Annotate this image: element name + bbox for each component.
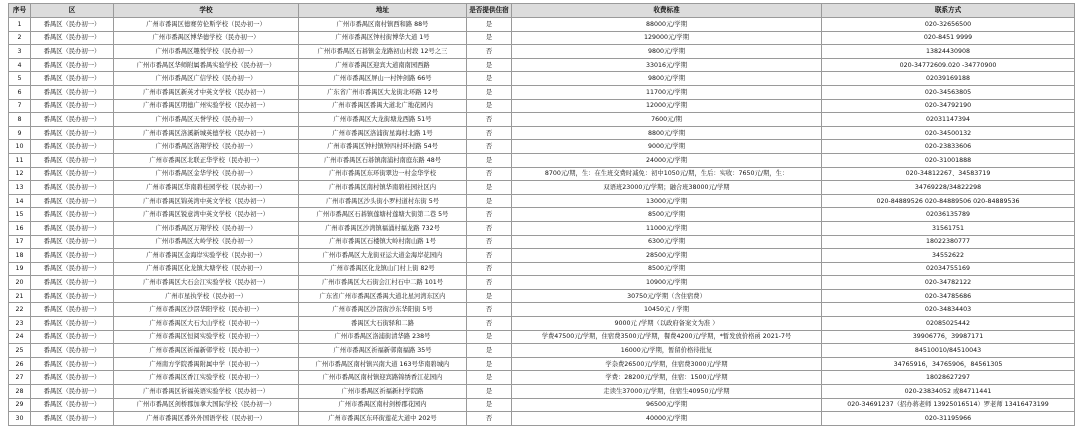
header-contact: 联系方式 — [822, 4, 1075, 18]
cell-fee: 40000元/学期 — [512, 412, 822, 426]
cell-school: 广州市番禺区大岭学校（民办初一） — [114, 235, 299, 249]
cell-school: 广州市番禺区明德广州实验学校（民办初一） — [114, 99, 299, 113]
table-row — [9, 330, 1075, 344]
cell-district: 番禺区（民办初一） — [31, 344, 114, 358]
cell-district: 番禺区（民办初一） — [31, 235, 114, 249]
cell-index: 11 — [9, 153, 31, 167]
table-row — [9, 126, 1075, 140]
cell-district: 番禺区（民办初一） — [31, 99, 114, 113]
cell-address: 广州市番禺区迎宾大道南南园西路 — [299, 58, 467, 72]
cell-contact: 020-34782122 — [822, 276, 1075, 290]
cell-address: 广州市番禺区钟村街博华大道 1号 — [299, 31, 467, 45]
cell-contact: 13824430908 — [822, 45, 1075, 59]
cell-school: 广州市番禺区广信学校（民办初一） — [114, 72, 299, 86]
cell-school: 广州市番禺区洛溪新城英德学校（民办初一） — [114, 126, 299, 140]
cell-contact: 02031147394 — [822, 113, 1075, 127]
cell-school: 广州市番禺区万翔学校（民办初一） — [114, 221, 299, 235]
table-row — [9, 99, 1075, 113]
cell-school: 广州市番禺区恒阅实验学校（民办初一） — [114, 330, 299, 344]
cell-district: 番禺区（民办初一） — [31, 72, 114, 86]
cell-boarding: 否 — [467, 113, 512, 127]
cell-contact: 02085025442 — [822, 317, 1075, 331]
cell-school: 广州市番禺区趣悦学校（民办初一） — [114, 45, 299, 59]
cell-boarding: 是 — [467, 72, 512, 86]
table-row — [9, 235, 1075, 249]
cell-boarding: 是 — [467, 330, 512, 344]
cell-district: 番禺区（民办初一） — [31, 181, 114, 195]
cell-boarding: 否 — [467, 412, 512, 426]
cell-index: 14 — [9, 194, 31, 208]
cell-index: 30 — [9, 412, 31, 426]
table-row — [9, 317, 1075, 331]
cell-fee: 10900元/学期 — [512, 276, 822, 290]
cell-index: 17 — [9, 235, 31, 249]
header-address: 地址 — [299, 4, 467, 18]
cell-fee: 11000元/学期 — [512, 221, 822, 235]
cell-contact: 34552622 — [822, 249, 1075, 263]
cell-school: 广州市番禺区金海岸实验学校（民办初一） — [114, 249, 299, 263]
cell-boarding: 否 — [467, 221, 512, 235]
cell-index: 6 — [9, 85, 31, 99]
cell-school: 广州市番禺区祈福新邨学校（民办初一） — [114, 344, 299, 358]
cell-district: 番禺区（民办初一） — [31, 194, 114, 208]
cell-index: 26 — [9, 357, 31, 371]
cell-district: 番禺区（民办初一） — [31, 126, 114, 140]
table-row — [9, 412, 1075, 426]
table-row — [9, 385, 1075, 399]
header-fee: 收费标准 — [512, 4, 822, 18]
cell-boarding: 否 — [467, 45, 512, 59]
cell-fee: 129000元/学期 — [512, 31, 822, 45]
cell-address: 广州市番禺区南村剑桥郡花园内 — [299, 398, 467, 412]
cell-contact: 34765916，34765906，84561305 — [822, 357, 1075, 371]
cell-school: 广州市番禺区新英才中英文学校（民办初一） — [114, 85, 299, 99]
cell-fee: 33016元/学期 — [512, 58, 822, 72]
cell-index: 8 — [9, 113, 31, 127]
cell-school: 广州市番禺区祈福英语实验学校（民办初一） — [114, 385, 299, 399]
cell-address: 广东省广州市番禺区大龙街北环路 12号 — [299, 85, 467, 99]
cell-district: 番禺区（民办初一） — [31, 385, 114, 399]
cell-boarding: 否 — [467, 303, 512, 317]
cell-address: 广州市番禺区大石街会江村石中二路 101号 — [299, 276, 467, 290]
cell-boarding: 是 — [467, 31, 512, 45]
cell-index: 2 — [9, 31, 31, 45]
cell-address: 广州市番禺区石碁镇南浦村南庭东路 48号 — [299, 153, 467, 167]
cell-fee: 走读生37000元/学期，住宿生40950元/学期 — [512, 385, 822, 399]
cell-school: 广州市番禺区香江实验学校（民办初一） — [114, 371, 299, 385]
cell-school: 广州市番禺区北联正华学校（民办初一） — [114, 153, 299, 167]
cell-boarding: 是 — [467, 289, 512, 303]
cell-contact: 020-34563805 — [822, 85, 1075, 99]
cell-contact: 020-34834403 — [822, 303, 1075, 317]
cell-index: 10 — [9, 140, 31, 154]
table-row — [9, 303, 1075, 317]
cell-district: 番禺区（民办初一） — [31, 276, 114, 290]
cell-address: 广州市番禺区沙头街小罗村道村东街 5号 — [299, 194, 467, 208]
cell-address: 广州市番禺区番禺大道北广地花园内 — [299, 99, 467, 113]
cell-address: 广州市番禺区石碁镇金龙路初山村段 12号之三 — [299, 45, 467, 59]
cell-boarding: 否 — [467, 167, 512, 181]
table-row — [9, 31, 1075, 45]
table-row — [9, 85, 1075, 99]
cell-address: 广州市番禺区大龙街塘龙西路 51号 — [299, 113, 467, 127]
cell-index: 15 — [9, 208, 31, 222]
cell-district: 番禺区（民办初一） — [31, 249, 114, 263]
cell-school: 广州南方学院番禺附属中学（民办初一） — [114, 357, 299, 371]
cell-school: 广州市番禺区华南碧桂园学校（民办初一） — [114, 181, 299, 195]
cell-fee: 88000元/学期 — [512, 18, 822, 32]
cell-index: 28 — [9, 385, 31, 399]
table-row — [9, 140, 1075, 154]
cell-fee: 8800元/学期 — [512, 126, 822, 140]
header-row — [9, 4, 1075, 18]
cell-school: 广州市番禺区大石会江实验学校（民办初一） — [114, 276, 299, 290]
cell-boarding: 是 — [467, 85, 512, 99]
cell-district: 番禺区（民办初一） — [31, 208, 114, 222]
cell-district: 番禺区（民办初一） — [31, 398, 114, 412]
cell-fee: 6300元/学期 — [512, 235, 822, 249]
table-row — [9, 398, 1075, 412]
cell-district: 番禺区（民办初一） — [31, 45, 114, 59]
cell-address: 广州市番禺区石碁镇莲塘村莲塘大街第二巷 5号 — [299, 208, 467, 222]
table-body — [9, 18, 1075, 426]
cell-address: 广州市番禺区钟村镇钟四村环村路 54号 — [299, 140, 467, 154]
cell-contact: 02039169188 — [822, 72, 1075, 86]
cell-address: 广州市番禺区化龙镇山门村上街 82号 — [299, 262, 467, 276]
cell-address: 广州市番禺区东环街翠边一村金华学校 — [299, 167, 467, 181]
cell-boarding: 否 — [467, 126, 512, 140]
cell-fee: 30750元/学期（含住宿费） — [512, 289, 822, 303]
cell-district: 番禺区（民办初一） — [31, 31, 114, 45]
cell-index: 19 — [9, 262, 31, 276]
cell-boarding: 否 — [467, 262, 512, 276]
table-row — [9, 45, 1075, 59]
cell-address: 广州市番禺区石楼镇大岭村南山路 1号 — [299, 235, 467, 249]
cell-district: 番禺区（民办初一） — [31, 221, 114, 235]
cell-contact: 020-34691237（招办蒋老师 13925016514）罗老师 13416473199 — [822, 398, 1075, 412]
cell-boarding: 是 — [467, 344, 512, 358]
cell-address: 广州市番禺区沙湾镇福涌村福龙路 732号 — [299, 221, 467, 235]
table-row — [9, 181, 1075, 195]
cell-school: 广州市番禺区大石大山学校（民办初一） — [114, 317, 299, 331]
cell-school: 广州市番禺区博华德学校（民办初一） — [114, 31, 299, 45]
table-row — [9, 113, 1075, 127]
table-row — [9, 344, 1075, 358]
cell-school: 广州市番禺区锦英湾中英文学校（民办初一） — [114, 194, 299, 208]
cell-school: 广州市番禺区洛翔学校（民办初一） — [114, 140, 299, 154]
cell-boarding: 是 — [467, 99, 512, 113]
table-row — [9, 153, 1075, 167]
cell-address: 广州市番禺区祈福新邨南福路 35号 — [299, 344, 467, 358]
table-row — [9, 58, 1075, 72]
cell-district: 番禺区（民办初一） — [31, 371, 114, 385]
cell-district: 番禺区（民办初一） — [31, 412, 114, 426]
cell-school: 广州市番禺区德赛劳伦斯学校（民办初一） — [114, 18, 299, 32]
cell-contact: 020-84889526 020-84889506 020-84889536 — [822, 194, 1075, 208]
cell-index: 1 — [9, 18, 31, 32]
cell-index: 29 — [9, 398, 31, 412]
cell-address: 广州市番禺区大龙街亚运大道金海岸花园内 — [299, 249, 467, 263]
header-index: 序号 — [9, 4, 31, 18]
cell-index: 13 — [9, 181, 31, 195]
cell-contact: 34769228/34822298 — [822, 181, 1075, 195]
cell-contact: 020-31001888 — [822, 153, 1075, 167]
cell-district: 番禺区（民办初一） — [31, 153, 114, 167]
table-row — [9, 289, 1075, 303]
cell-contact: 39906776，39987171 — [822, 330, 1075, 344]
cell-boarding: 否 — [467, 208, 512, 222]
cell-fee: 8500元/学期 — [512, 208, 822, 222]
table-row — [9, 249, 1075, 263]
cell-index: 21 — [9, 289, 31, 303]
cell-boarding: 是 — [467, 194, 512, 208]
cell-contact: 020-34772609.020 -34770900 — [822, 58, 1075, 72]
table-row — [9, 357, 1075, 371]
cell-boarding: 是 — [467, 398, 512, 412]
cell-school: 广州市番禺区天誉学校（民办初一） — [114, 113, 299, 127]
cell-boarding: 是 — [467, 385, 512, 399]
cell-address: 广州市番禺区祈福新村学院路 — [299, 385, 467, 399]
cell-address: 广州市番禺区洛浦街清华路 238号 — [299, 330, 467, 344]
cell-school: 广州市番禺区沙滘华阳学校（民办初一） — [114, 303, 299, 317]
cell-boarding: 是 — [467, 357, 512, 371]
cell-index: 3 — [9, 45, 31, 59]
cell-contact: 020-31195966 — [822, 412, 1075, 426]
cell-contact: 02034755169 — [822, 262, 1075, 276]
cell-fee: 8500元/学期 — [512, 262, 822, 276]
table-row — [9, 194, 1075, 208]
cell-index: 22 — [9, 303, 31, 317]
cell-fee: 8700元/期，生：在生班交费时减免：初中1050元/期，生后：实收：7650元/期，生： — [512, 167, 822, 181]
cell-index: 27 — [9, 371, 31, 385]
cell-index: 5 — [9, 72, 31, 86]
table-row — [9, 208, 1075, 222]
cell-school: 广州市番禺区化龙镇大塘学校（民办初一） — [114, 262, 299, 276]
cell-index: 24 — [9, 330, 31, 344]
cell-fee: 16000元/学期，暂留价格待批复 — [512, 344, 822, 358]
cell-boarding: 否 — [467, 140, 512, 154]
cell-boarding: 是 — [467, 153, 512, 167]
table-row — [9, 262, 1075, 276]
table-row — [9, 72, 1075, 86]
cell-district: 番禺区（民办初一） — [31, 113, 114, 127]
cell-address: 广州市番禺区洛浦街星海村北路 1号 — [299, 126, 467, 140]
cell-district: 番禺区（民办初一） — [31, 262, 114, 276]
table-row — [9, 221, 1075, 235]
cell-fee: 7600元/期 — [512, 113, 822, 127]
cell-district: 番禺区（民办初一） — [31, 303, 114, 317]
cell-contact: 020-23834052 或84711441 — [822, 385, 1075, 399]
cell-district: 番禺区（民办初一） — [31, 317, 114, 331]
cell-boarding: 否 — [467, 276, 512, 290]
table-row — [9, 18, 1075, 32]
cell-contact: 18028627297 — [822, 371, 1075, 385]
cell-boarding: 是 — [467, 58, 512, 72]
cell-boarding: 是 — [467, 181, 512, 195]
cell-district: 番禺区（民办初一） — [31, 289, 114, 303]
cell-district: 番禺区（民办初一） — [31, 18, 114, 32]
cell-contact: 02036135789 — [822, 208, 1075, 222]
cell-fee: 9000元 /学期（以政府备案文为准 ） — [512, 317, 822, 331]
cell-district: 番禺区（民办初一） — [31, 140, 114, 154]
cell-school: 广州市番禺区锐意湾中英文学校（民办初一） — [114, 208, 299, 222]
cell-school: 广州市番禺区华师附属番禺实验学校（民办初一） — [114, 58, 299, 72]
cell-fee: 96500元/学期 — [512, 398, 822, 412]
cell-school: 广州市番禺区金华学校（民办初一） — [114, 167, 299, 181]
cell-fee: 24000元/学期 — [512, 153, 822, 167]
cell-address: 广州市番禺区屏山一村钟剑路 66号 — [299, 72, 467, 86]
cell-contact: 020-23833606 — [822, 140, 1075, 154]
cell-fee: 学费：28200元/学期，住宿：1500元/学期 — [512, 371, 822, 385]
cell-boarding: 否 — [467, 235, 512, 249]
cell-contact: 020-34785686 — [822, 289, 1075, 303]
cell-address: 广州市番禺区沙滘街沙东华阳街 5号 — [299, 303, 467, 317]
cell-district: 番禺区（民办初一） — [31, 357, 114, 371]
cell-address: 广东省广州市番禺区番禺大道北星河湾东区内 — [299, 289, 467, 303]
cell-boarding: 是 — [467, 18, 512, 32]
cell-index: 23 — [9, 317, 31, 331]
table-row — [9, 276, 1075, 290]
header-district: 区 — [31, 4, 114, 18]
cell-school: 广州市番禺区剑桥郡加拿大国际学校（民办初一） — [114, 398, 299, 412]
cell-fee: 9000元/学期 — [512, 140, 822, 154]
table-row — [9, 167, 1075, 181]
cell-district: 番禺区（民办初一） — [31, 167, 114, 181]
cell-boarding: 是 — [467, 371, 512, 385]
cell-index: 12 — [9, 167, 31, 181]
cell-contact: 84510010/84510043 — [822, 344, 1075, 358]
cell-district: 番禺区（民办初一） — [31, 330, 114, 344]
cell-school: 广州市星执学校（民办初一） — [114, 289, 299, 303]
header-boarding: 是否提供住宿 — [467, 4, 512, 18]
cell-index: 9 — [9, 126, 31, 140]
cell-fee: 双语班23000元/学期；融合班38000元/学期 — [512, 181, 822, 195]
cell-index: 16 — [9, 221, 31, 235]
cell-address: 广州市番禺区南村镇西和路 88号 — [299, 18, 467, 32]
cell-district: 番禺区（民办初一） — [31, 85, 114, 99]
cell-index: 20 — [9, 276, 31, 290]
cell-fee: 学杂费26500元/学期，住宿费3000元/学期 — [512, 357, 822, 371]
cell-contact: 18022380777 — [822, 235, 1075, 249]
cell-contact: 31561751 — [822, 221, 1075, 235]
cell-fee: 11700元/学期 — [512, 85, 822, 99]
cell-fee: 10450元 / 学期 — [512, 303, 822, 317]
cell-index: 18 — [9, 249, 31, 263]
cell-contact: 020-32656500 — [822, 18, 1075, 32]
cell-index: 25 — [9, 344, 31, 358]
table-row — [9, 371, 1075, 385]
cell-contact: 020-34812267、34583719 — [822, 167, 1075, 181]
cell-fee: 9800元/学期 — [512, 45, 822, 59]
cell-school: 广州市番禺区番外外国语学校（民办初一） — [114, 412, 299, 426]
cell-boarding: 否 — [467, 317, 512, 331]
cell-address: 番禺区大石街驿和二路 — [299, 317, 467, 331]
cell-index: 4 — [9, 58, 31, 72]
cell-address: 广州市番禺区南村镇迎宾路锦绣香江花园内 — [299, 371, 467, 385]
cell-contact: 020-34792190 — [822, 99, 1075, 113]
cell-fee: 28500元/学期 — [512, 249, 822, 263]
cell-contact: 020-34500132 — [822, 126, 1075, 140]
cell-address: 广州市番禺区东环街莲花大道中 202号 — [299, 412, 467, 426]
cell-contact: 020-8451 9999 — [822, 31, 1075, 45]
cell-fee: 13000元/学期 — [512, 194, 822, 208]
cell-boarding: 否 — [467, 249, 512, 263]
cell-address: 广州市番禺区南村镇华南碧桂园社区内 — [299, 181, 467, 195]
header-school: 学校 — [114, 4, 299, 18]
cell-fee: 学费47500元/学期，住宿费3500元/学期，餐费4200元/学期，*暂发放价格函 2021-7号 — [512, 330, 822, 344]
cell-index: 7 — [9, 99, 31, 113]
cell-district: 番禺区（民办初一） — [31, 58, 114, 72]
school-fee-table — [8, 3, 1075, 426]
cell-address: 广州市番禺区南村镇兴南大道 163号华南碧城内 — [299, 357, 467, 371]
cell-fee: 12000元/学期 — [512, 99, 822, 113]
cell-fee: 9800元/学期 — [512, 72, 822, 86]
